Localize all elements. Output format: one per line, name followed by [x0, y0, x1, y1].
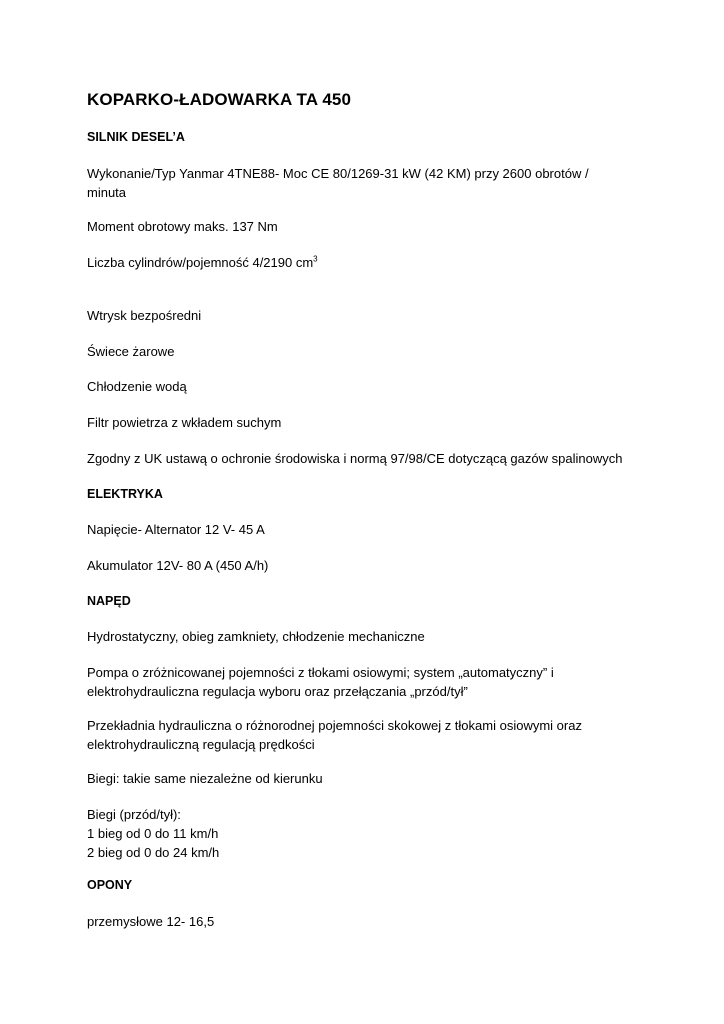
engine-cylinders-text — [87, 253, 318, 272]
drive-transmission-line-1: Przekładnia hydrauliczna o różnorodnej pojemności skokowej z tłokami osiowymi oraz — [87, 718, 582, 733]
engine-injection-text: Wtrysk bezpośredni — [87, 308, 202, 323]
drive-gear-1: 1 bieg od 0 do 11 km/h — [87, 826, 219, 841]
engine-type-text — [87, 164, 589, 202]
electrics-voltage-text: Napięcie- Alternator 12 V- 45 A — [87, 522, 265, 537]
tyres-size-text: przemysłowe 12- 16,5 — [87, 914, 215, 929]
section-heading-electrics: ELEKTRYKA — [87, 487, 163, 501]
drive-gears-heading: Biegi (przód/tył): — [87, 807, 181, 822]
drive-system-text: Hydrostatyczny, obieg zamkniety, chłodzenie mechaniczne — [87, 629, 425, 644]
drive-pump-line-1: Pompa o zróżnicowanej pojemności z tłokami osiowymi; system „automatyczny” i — [87, 665, 554, 680]
section-heading-tyres: OPONY — [87, 878, 133, 892]
engine-cylinders-label: Liczba cylindrów/pojemność 4/2190 cm — [87, 255, 314, 270]
engine-cooling-text: Chłodzenie wodą — [87, 379, 187, 394]
engine-type-line-1: Wykonanie/Typ Yanmar 4TNE88- Moc CE 80/1269-31 kW (42 KM) przy 2600 obrotów / — [87, 166, 589, 181]
drive-transmission-text — [87, 716, 582, 754]
engine-air-filter-text: Filtr powietrza z wkładem suchym — [87, 415, 282, 430]
engine-cylinders-superscript: 3 — [313, 254, 318, 264]
electrics-battery-text: Akumulator 12V- 80 A (450 A/h) — [87, 558, 269, 573]
drive-gears-list — [87, 805, 219, 862]
engine-torque-text: Moment obrotowy maks. 137 Nm — [87, 219, 278, 234]
drive-gear-2: 2 bieg od 0 do 24 km/h — [87, 845, 220, 860]
engine-type-line-2: minuta — [87, 185, 127, 200]
drive-pump-line-2: elektrohydrauliczna regulacja wyboru oraz przełączania „przód/tył” — [87, 684, 468, 699]
drive-pump-text — [87, 663, 554, 701]
drive-transmission-line-2: elektrohydrauliczną regulacją prędkości — [87, 737, 315, 752]
document-title: KOPARKO-ŁADOWARKA TA 450 — [87, 90, 352, 109]
drive-gears-note-text: Biegi: takie same niezależne od kierunku — [87, 771, 323, 786]
engine-compliance-text: Zgodny z UK ustawą o ochronie środowiska i normą 97/98/CE dotyczącą gazów spalinowych — [87, 451, 623, 466]
engine-glow-plugs-text: Świece żarowe — [87, 344, 175, 359]
section-heading-drive: NAPĘD — [87, 594, 131, 608]
section-heading-engine: SILNIK DESEL’A — [87, 130, 185, 144]
